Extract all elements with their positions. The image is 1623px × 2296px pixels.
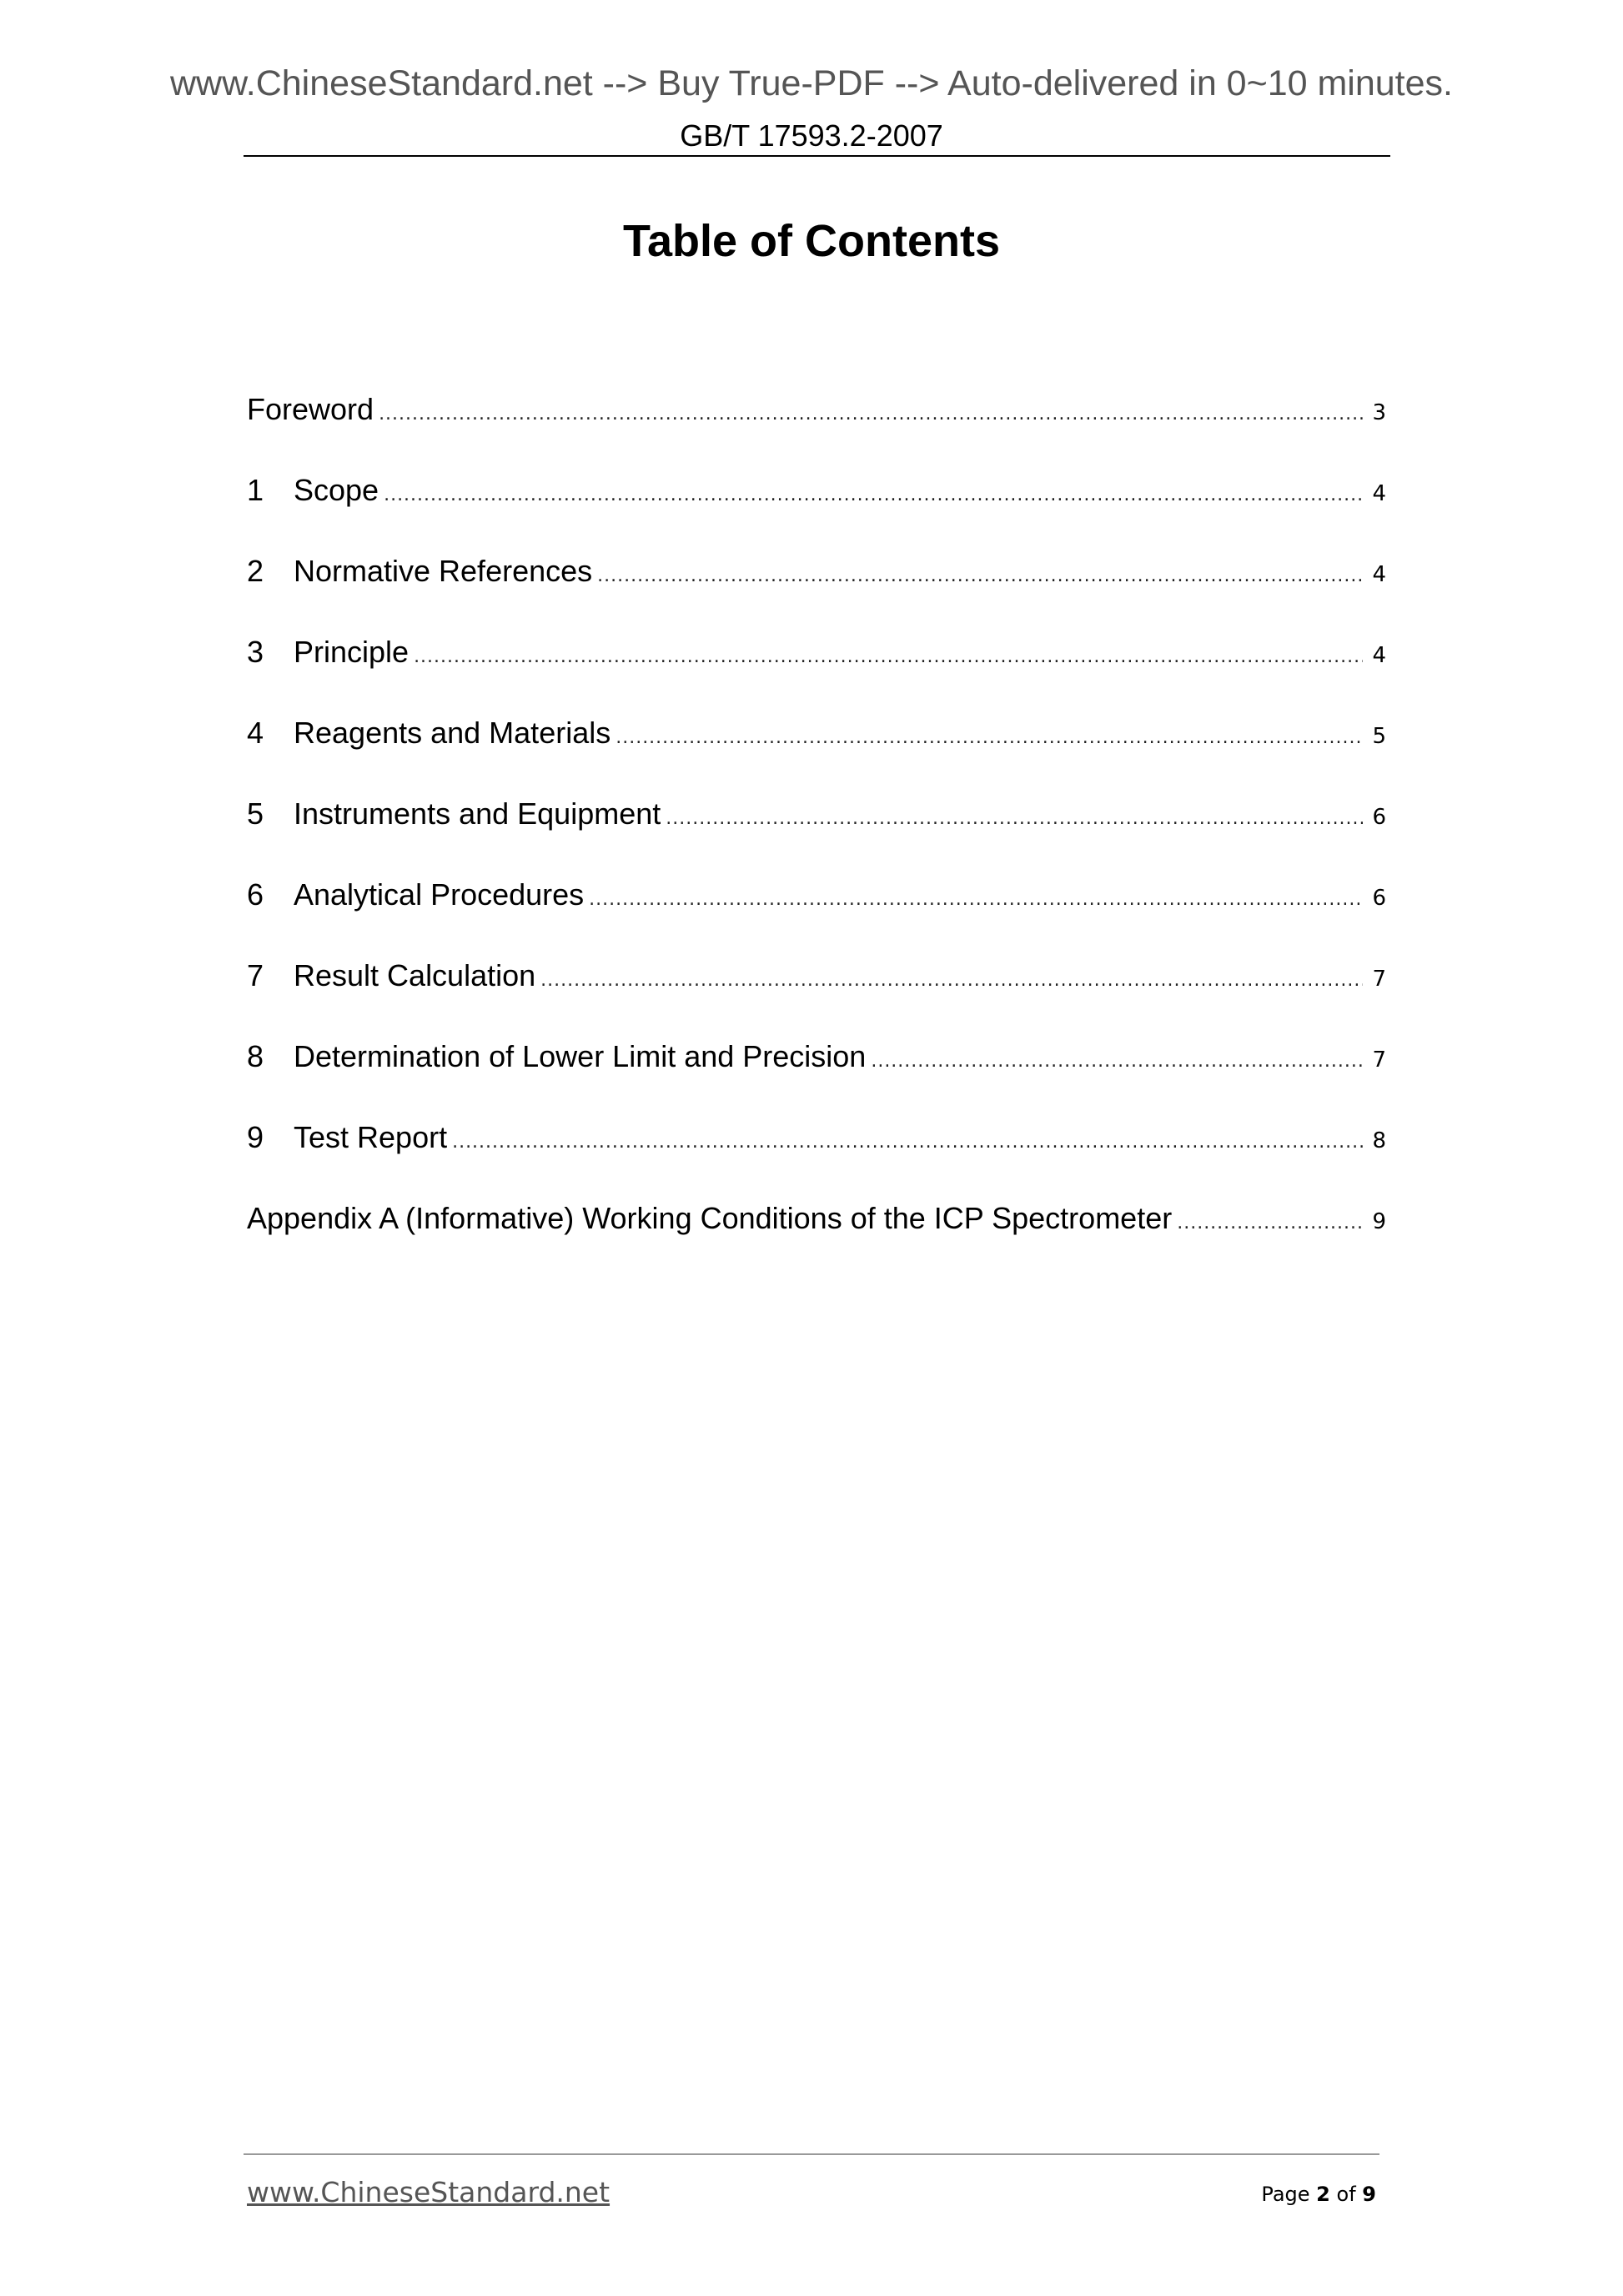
toc-entry-page: 6: [1372, 805, 1386, 830]
toc-leader-dots: [452, 1132, 1363, 1153]
toc-leader-dots: [1177, 1213, 1363, 1233]
toc-entry-title: Appendix A (Informative) Working Conditions of the ICP Spectrometer: [247, 1201, 1173, 1235]
toc-entry-page: 8: [1372, 1128, 1386, 1153]
toc-entry-page: 7: [1372, 967, 1386, 992]
toc-entry-page: 7: [1372, 1048, 1386, 1073]
toc-entry-title: Normative References: [294, 554, 593, 588]
toc-entry-lower-limit-precision[interactable]: [247, 1039, 1386, 1120]
toc-entry-title: Instruments and Equipment: [294, 796, 661, 831]
header-banner: www.ChineseStandard.net --> Buy True-PDF --> Auto-delivered in 0~10 minutes.: [169, 63, 1453, 103]
page-number: [1261, 2183, 1376, 2206]
standard-code: GB/T 17593.2-2007: [680, 118, 943, 153]
toc-entry-title: Foreword: [247, 392, 374, 426]
toc-entry-title: Result Calculation: [294, 958, 536, 992]
toc-entry-page: 6: [1372, 886, 1386, 911]
toc-entry-number: 7: [247, 958, 264, 992]
toc-entry-scope[interactable]: [247, 473, 1386, 554]
toc-leader-dots: [666, 808, 1363, 829]
toc-leader-dots: [384, 485, 1363, 505]
toc-entry-page: 4: [1372, 643, 1386, 668]
toc-entry-reagents[interactable]: [247, 716, 1386, 796]
toc-leader-dots: [616, 727, 1363, 748]
toc-entry-page: 4: [1372, 481, 1386, 506]
toc-entry-title: Reagents and Materials: [294, 716, 611, 750]
toc-entry-analytical-procedures[interactable]: [247, 877, 1386, 958]
toc-entry-principle[interactable]: [247, 635, 1386, 716]
page-of-label: of: [1336, 2183, 1356, 2206]
toc-entry-number: 1: [247, 473, 264, 507]
toc-entry-page: 9: [1372, 1209, 1386, 1234]
current-page: 2: [1316, 2183, 1330, 2206]
page-label: Page: [1261, 2183, 1310, 2206]
toc-entry-normative-references[interactable]: [247, 554, 1386, 635]
toc-entry-title: Analytical Procedures: [294, 877, 585, 912]
toc-entry-page: 4: [1372, 562, 1386, 587]
toc-leader-dots: [597, 565, 1363, 586]
toc-leader-dots: [871, 1051, 1363, 1072]
toc-entry-number: 5: [247, 796, 264, 831]
toc-entry-title: Principle: [294, 635, 410, 669]
toc-leader-dots: [414, 646, 1363, 667]
footer-divider: [244, 2153, 1379, 2155]
table-of-contents: [247, 392, 1386, 1282]
toc-leader-dots: [589, 889, 1363, 910]
toc-entry-instruments[interactable]: [247, 796, 1386, 877]
toc-leader-dots: [379, 404, 1363, 425]
header-divider: [244, 155, 1390, 157]
toc-entry-number: 3: [247, 635, 264, 669]
page-title: Table of Contents: [623, 216, 1000, 266]
toc-entry-title: Test Report: [294, 1120, 448, 1154]
toc-entry-number: 6: [247, 877, 264, 912]
toc-entry-number: 8: [247, 1039, 264, 1073]
toc-entry-result-calculation[interactable]: [247, 958, 1386, 1039]
toc-entry-title: Determination of Lower Limit and Precision: [294, 1039, 867, 1073]
footer-website-link[interactable]: www.ChineseStandard.net: [247, 2176, 611, 2208]
toc-entry-appendix-a[interactable]: [247, 1201, 1386, 1282]
toc-leader-dots: [540, 970, 1363, 991]
toc-entry-number: 2: [247, 554, 264, 588]
toc-entry-number: 9: [247, 1120, 264, 1154]
toc-entry-test-report[interactable]: [247, 1120, 1386, 1201]
total-pages: 9: [1362, 2183, 1376, 2206]
toc-entry-page: 5: [1372, 724, 1386, 749]
toc-entry-foreword[interactable]: [247, 392, 1386, 473]
toc-entry-title: Scope: [294, 473, 379, 507]
toc-entry-number: 4: [247, 716, 264, 750]
toc-entry-page: 3: [1372, 400, 1386, 425]
